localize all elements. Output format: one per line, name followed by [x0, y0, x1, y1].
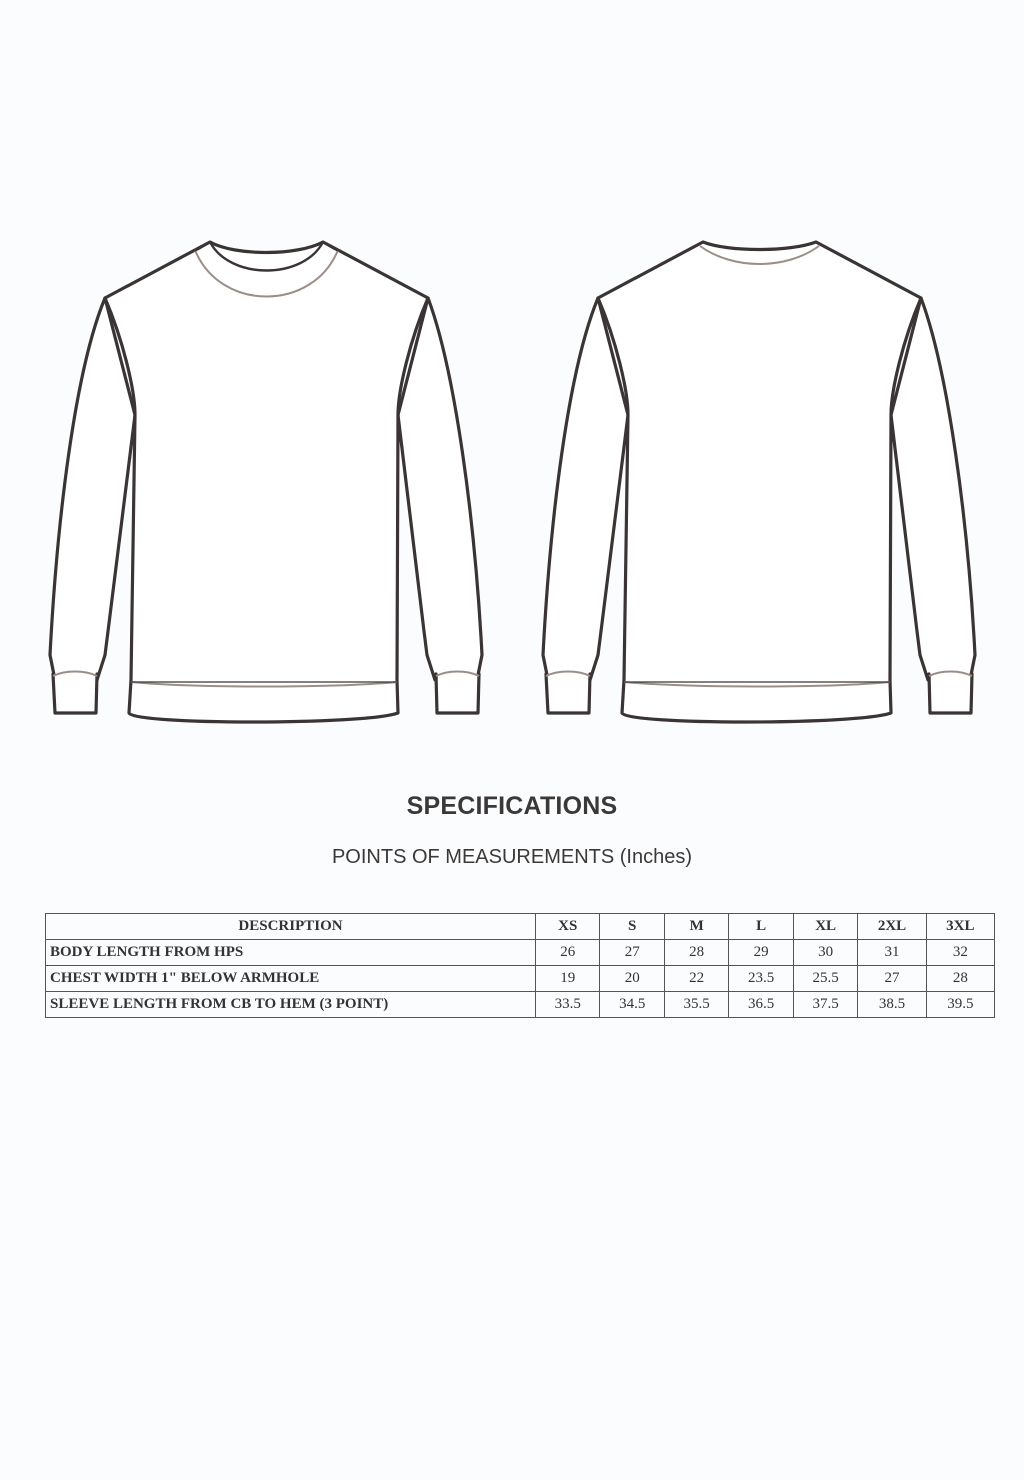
header-size-s: S — [600, 914, 664, 940]
table-cell: 31 — [858, 940, 926, 966]
row-description: SLEEVE LENGTH FROM CB TO HEM (3 POINT) — [46, 992, 536, 1018]
header-size-l: L — [729, 914, 793, 940]
table-cell: 35.5 — [664, 992, 728, 1018]
table-cell: 29 — [729, 940, 793, 966]
row-description: CHEST WIDTH 1" BELOW ARMHOLE — [46, 966, 536, 992]
specifications-title: SPECIFICATIONS — [406, 792, 618, 820]
row-description: BODY LENGTH FROM HPS — [46, 940, 536, 966]
table-cell: 19 — [536, 966, 600, 992]
header-size-3xl: 3XL — [926, 914, 994, 940]
header-size-xl: XL — [793, 914, 857, 940]
table-cell: 28 — [926, 966, 994, 992]
header-size-m: M — [664, 914, 728, 940]
sweatshirt-back-drawing — [528, 230, 998, 740]
header-size-2xl: 2XL — [858, 914, 926, 940]
table-cell: 28 — [664, 940, 728, 966]
table-cell: 37.5 — [793, 992, 857, 1018]
sweatshirt-front-drawing — [35, 230, 505, 740]
table-cell: 23.5 — [729, 966, 793, 992]
measurements-subtitle: POINTS OF MEASUREMENTS (Inches) — [331, 846, 693, 868]
table-cell: 27 — [600, 940, 664, 966]
header-description: DESCRIPTION — [46, 914, 536, 940]
table-cell: 20 — [600, 966, 664, 992]
table-cell: 27 — [858, 966, 926, 992]
table-cell: 33.5 — [536, 992, 600, 1018]
header-size-xs: XS — [536, 914, 600, 940]
table-row — [46, 940, 995, 966]
table-cell: 26 — [536, 940, 600, 966]
table-header-row — [46, 914, 995, 940]
table-cell: 39.5 — [926, 992, 994, 1018]
table-cell: 22 — [664, 966, 728, 992]
table-row — [46, 992, 995, 1018]
table-cell: 38.5 — [858, 992, 926, 1018]
table-row — [46, 966, 995, 992]
table-cell: 30 — [793, 940, 857, 966]
table-cell: 25.5 — [793, 966, 857, 992]
table-cell: 34.5 — [600, 992, 664, 1018]
garment-drawings — [0, 230, 1024, 740]
table-cell: 36.5 — [729, 992, 793, 1018]
table-cell: 32 — [926, 940, 994, 966]
size-chart-table — [45, 913, 995, 1018]
